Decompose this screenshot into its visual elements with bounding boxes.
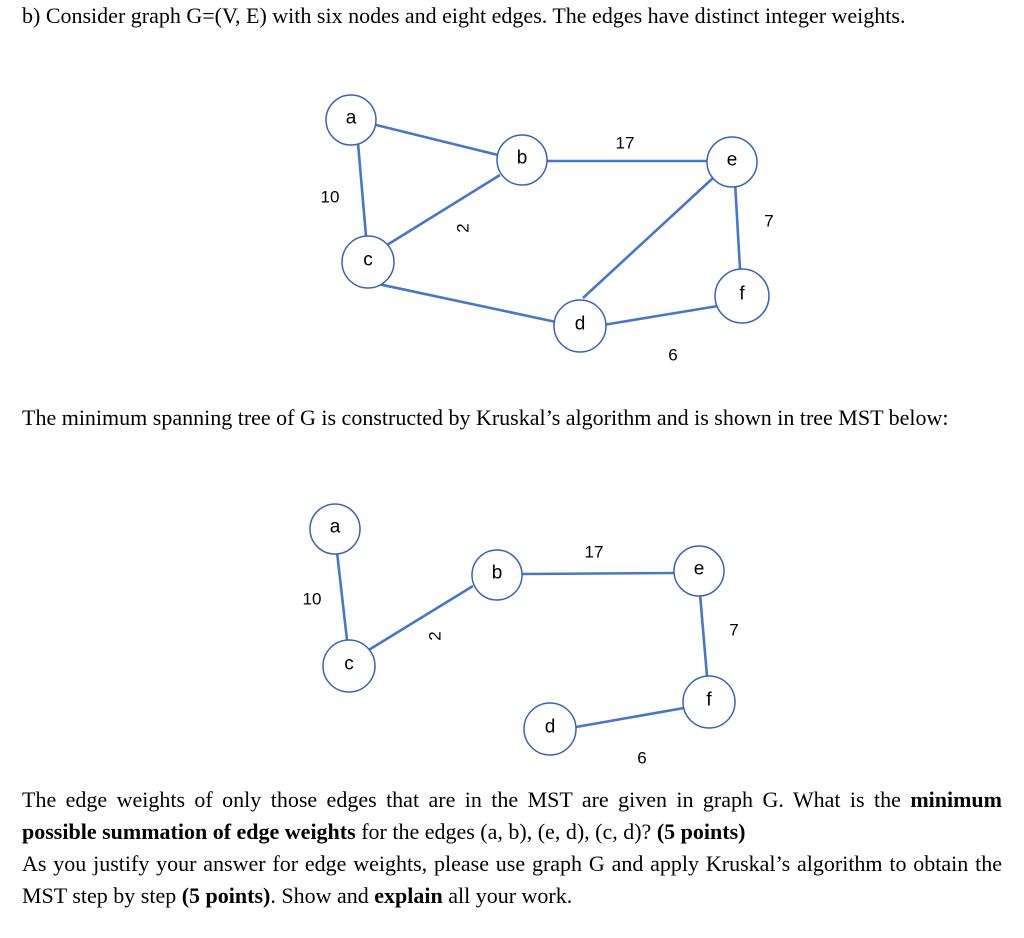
svg-text:e: e bbox=[693, 558, 705, 580]
mst-weight-f-d: 6 bbox=[637, 748, 647, 768]
question-text-5: all your work. bbox=[442, 883, 573, 908]
weight-e-f: 7 bbox=[764, 211, 774, 231]
question-points-2: (5 points) bbox=[181, 883, 271, 908]
mst-node-c bbox=[323, 640, 375, 692]
mst-edge-a-c bbox=[337, 552, 347, 640]
edge-d-f bbox=[603, 306, 718, 325]
node-a bbox=[326, 95, 376, 145]
edge-c-d bbox=[378, 284, 556, 322]
mst-description bbox=[22, 402, 1002, 434]
graph-mst bbox=[0, 480, 1024, 780]
svg-text:d: d bbox=[544, 716, 556, 738]
question-text-2: for the edges (a, b), (e, d), (c, d)? bbox=[355, 819, 657, 844]
svg-text:d: d bbox=[574, 313, 586, 335]
svg-text:b: b bbox=[516, 147, 528, 169]
mst-edge-e-f bbox=[700, 594, 707, 676]
mst-edge-f-d bbox=[576, 708, 684, 727]
svg-text:f: f bbox=[706, 689, 712, 711]
edge-e-f bbox=[735, 182, 740, 269]
svg-text:c: c bbox=[363, 249, 373, 271]
mst-edge-c-b bbox=[367, 586, 473, 651]
question-bold-explain: explain bbox=[374, 883, 443, 908]
question-points-1: (5 points) bbox=[656, 819, 746, 844]
svg-text:e: e bbox=[726, 149, 738, 171]
mst-node-b bbox=[472, 550, 522, 600]
weight-f-d: 6 bbox=[668, 345, 678, 365]
node-b bbox=[497, 135, 547, 185]
edge-a-c bbox=[358, 143, 366, 236]
question-text-1: The edge weights of only those edges that are in the MST are given in graph G. What is the bbox=[22, 787, 911, 812]
weight-a-c: 10 bbox=[320, 187, 340, 207]
weight-b-e: 17 bbox=[615, 133, 635, 153]
node-c bbox=[342, 236, 394, 288]
svg-text:c: c bbox=[344, 653, 354, 675]
mst-weight-b-e: 17 bbox=[584, 542, 604, 562]
mst-node-d bbox=[524, 703, 576, 755]
question-bold-1: minimum possible summation of edge weights bbox=[22, 787, 1002, 844]
edge-e-d bbox=[583, 178, 713, 298]
mst-weight-c-b: 2 bbox=[425, 631, 445, 641]
weight-c-b: 2 bbox=[453, 223, 473, 233]
svg-text:f: f bbox=[739, 283, 745, 305]
mst-text: The minimum spanning tree of G is constructed by Kruskal’s algorithm and is shown in tree MST below: bbox=[22, 405, 949, 430]
node-e bbox=[707, 137, 757, 187]
graph-g bbox=[0, 0, 1024, 400]
question-paragraph bbox=[22, 784, 1002, 912]
svg-text:a: a bbox=[345, 107, 357, 129]
mst-node-e bbox=[674, 546, 724, 596]
node-d bbox=[554, 300, 606, 352]
question-text-4: . Show and bbox=[270, 883, 375, 908]
question-text-3: As you justify your answer for edge weights, please use graph G and apply Kruskal’s algorithm to obtain the MST step by step bbox=[22, 851, 1002, 908]
mst-node-a bbox=[310, 504, 360, 554]
intro-text: b) Consider graph G=(V, E) with six nodes and eight edges. The edges have distinct integer weights. bbox=[22, 3, 906, 28]
node-f bbox=[715, 269, 769, 323]
mst-weight-a-c: 10 bbox=[302, 589, 322, 609]
mst-weight-e-f: 7 bbox=[729, 620, 739, 640]
edge-a-b bbox=[372, 124, 498, 155]
edge-c-b bbox=[387, 175, 500, 245]
mst-node-f bbox=[683, 676, 735, 728]
svg-text:a: a bbox=[329, 516, 341, 538]
svg-text:b: b bbox=[491, 562, 503, 584]
mst-edge-b-e bbox=[522, 573, 674, 574]
